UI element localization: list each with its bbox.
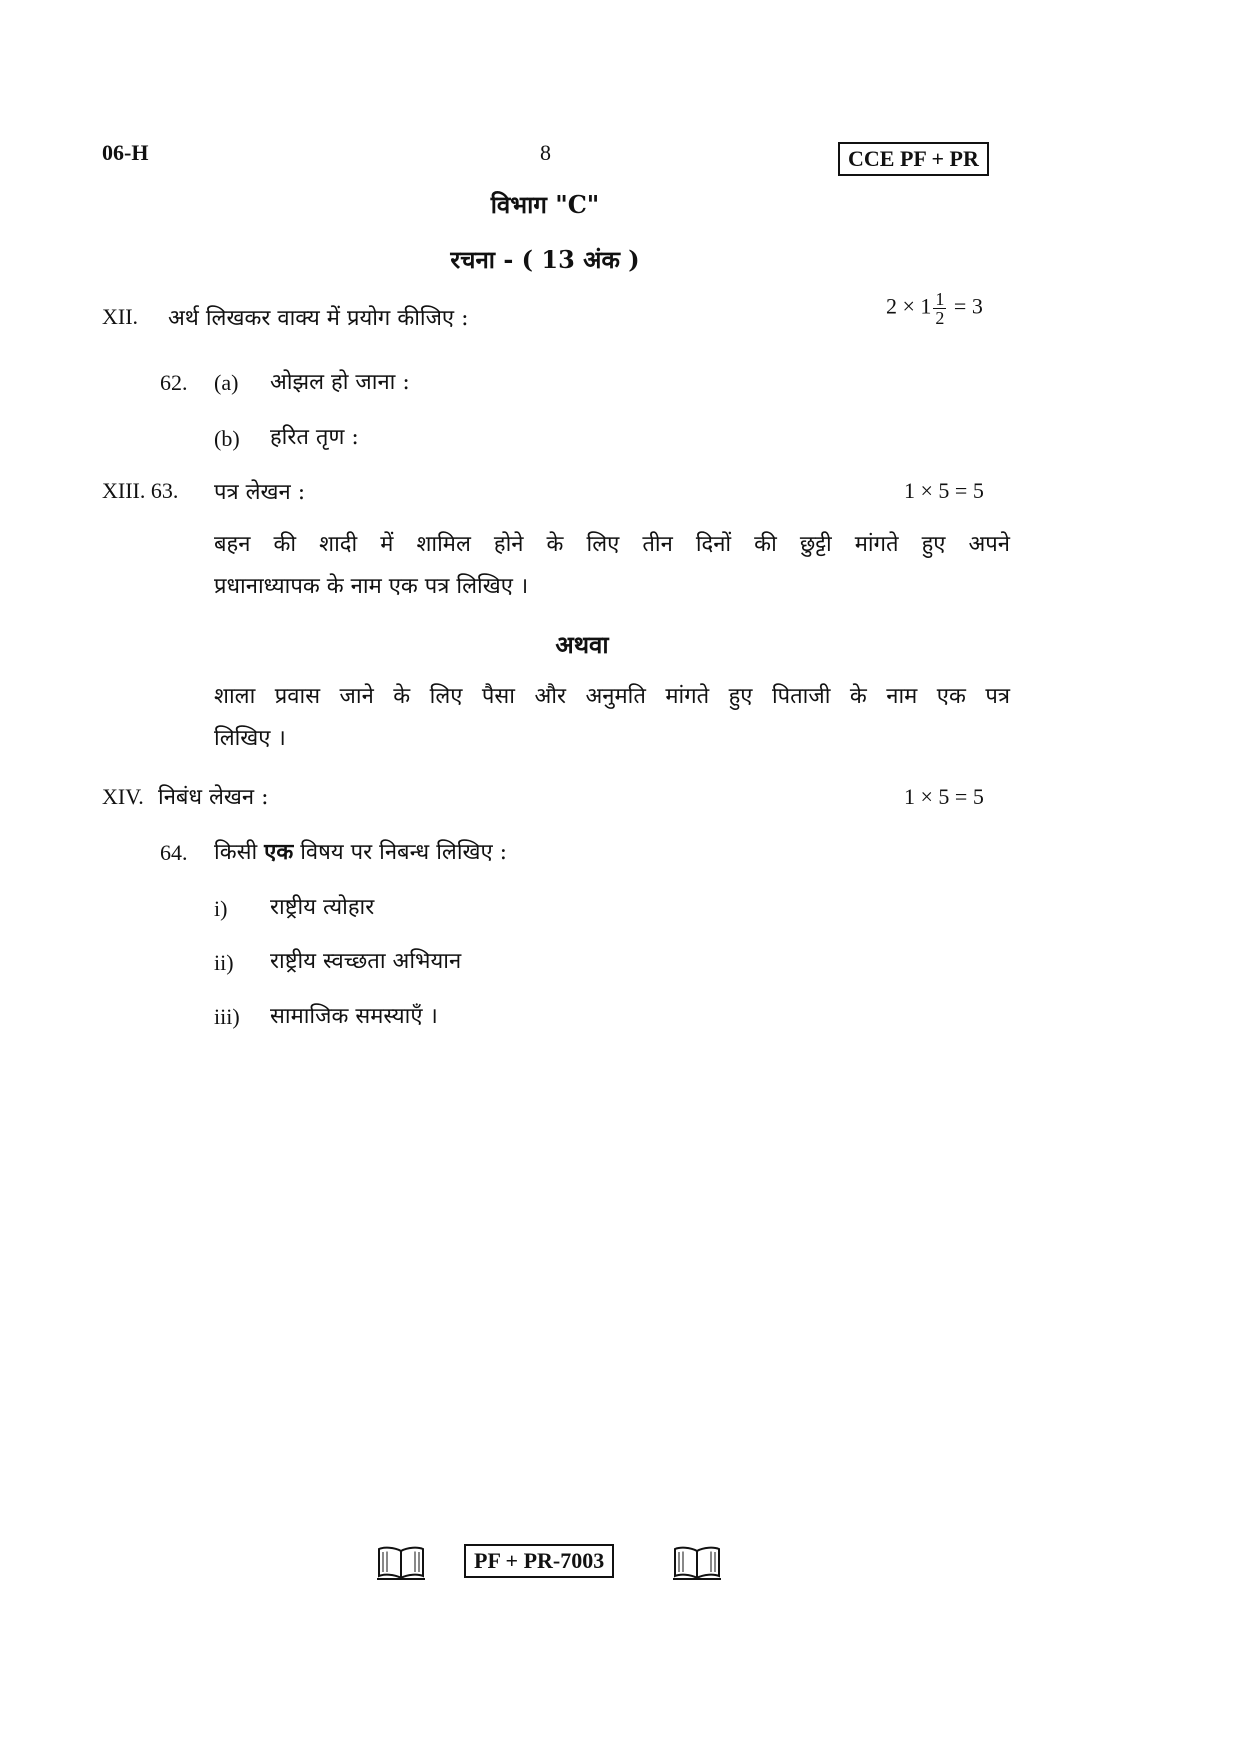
q13-roman: XIII. 63. [102,478,179,503]
q13-text: पत्र लेखन : [214,480,306,505]
q62-part-b-label: (b) [214,426,240,451]
q62-part-b-text: हरित तृण : [270,425,359,450]
q13-option2-line1: शाला प्रवास जाने के लिए पैसा और अनुमति मांगते हुए पिताजी के नाम एक पत्र [214,684,1010,709]
q12-marks-fraction [933,290,946,327]
q13-option2-line2: लिखिए । [214,726,286,751]
q64-prompt [214,836,507,866]
paper-code-right: CCE PF + PR [838,142,989,176]
q62-part-a-label: (a) [214,370,239,395]
q12-roman: XII. [102,304,139,329]
q14-text: निबंध लेखन : [158,785,269,810]
paper-code-left: 06-H [102,140,149,165]
q14-roman: XIV. [102,784,144,809]
section-subtitle: रचना - ( 13 अंक ) [450,245,640,274]
q13-marks: 1 × 5 = 5 [904,478,984,503]
section-title: विभाग "C" [490,190,600,219]
q12-marks [886,290,983,327]
footer-paper-code: PF + PR-7003 [464,1544,614,1578]
q62-part-a-text: ओझल हो जाना : [270,370,410,395]
book-icon [672,1545,722,1581]
q64-prompt-pre: किसी [214,840,258,865]
topic-label: iii) [214,1004,240,1029]
q13-option1-line1: बहन की शादी में शामिल होने के लिए तीन दिनों की छुट्टी मांगते हुए अपने [214,532,1010,557]
topic-text: सामाजिक समस्याएँ । [270,1004,438,1029]
topic-text: राष्ट्रीय स्वच्छता अभियान [270,949,462,974]
page-number: 8 [540,140,551,165]
q62-number: 62. [160,370,188,395]
topic-text: राष्ट्रीय त्योहार [270,895,375,920]
q12-text: अर्थ लिखकर वाक्य में प्रयोग कीजिए : [168,306,469,331]
q64-prompt-post: विषय पर निबन्ध लिखिए : [300,840,508,865]
q12-marks-suffix: = 3 [953,293,983,319]
q14-marks: 1 × 5 = 5 [904,784,984,809]
q12-marks-prefix: 2 × 1 [886,293,932,319]
q13-or: अथवा [555,630,609,659]
q12-frac-num: 1 [935,289,945,309]
book-icon [376,1545,426,1581]
topic-label: i) [214,896,228,921]
q64-prompt-bold: एक [264,839,294,865]
q13-option1-line2: प्रधानाध्यापक के नाम एक पत्र लिखिए । [214,574,529,599]
q64-number: 64. [160,840,188,865]
q12-frac-den: 2 [935,308,945,328]
topic-label: ii) [214,950,234,975]
